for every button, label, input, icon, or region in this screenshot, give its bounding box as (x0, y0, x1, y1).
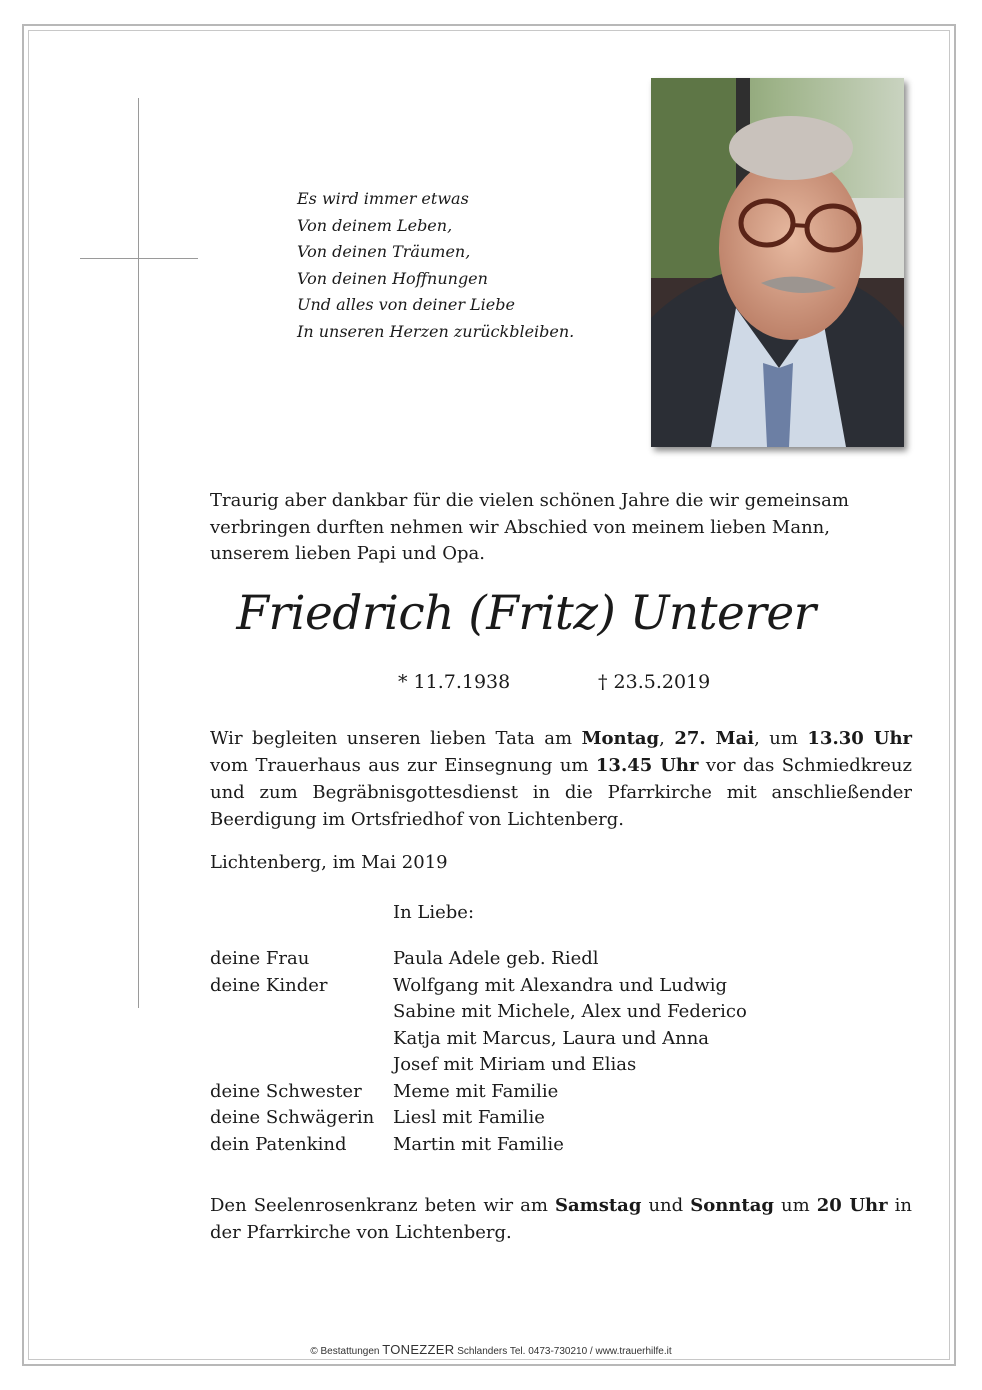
intro-line: Traurig aber dankbar für die vielen schönen Jahre die wir gemeinsam (210, 490, 849, 511)
deceased-name: Friedrich (Fritz) Unterer (236, 586, 816, 641)
mourner-row (210, 1079, 747, 1106)
mourner-names: Josef mit Miriam und Elias (393, 1054, 637, 1075)
mourner-relation: deine Schwägerin (210, 1107, 375, 1128)
text: Den Seelenrosenkranz beten wir am (210, 1195, 555, 1216)
poem-line: Von deinen Hoffnungen (297, 268, 488, 288)
mourner-names: Wolfgang mit Alexandra und Ludwig (393, 974, 728, 996)
mourner-relation: deine Schwester (210, 1080, 362, 1102)
mourner-relation (210, 1026, 393, 1053)
funeral-details (210, 725, 912, 833)
intro-text (210, 488, 850, 568)
funeral-day: Montag (581, 728, 660, 749)
mourner-relation (210, 999, 393, 1026)
mourner-names: Martin mit Familie (393, 1133, 564, 1155)
mourner-row (210, 973, 747, 1000)
in-liebe-label: In Liebe: (393, 902, 475, 923)
text: vor das Schmiedkreuz und zum Begräbnisgottesdienst in die Pfarrkirche mit anschließender Beerdigung im Ortsfriedhof von Lichtenberg. (210, 755, 912, 830)
blessing-time: 13.45 Uhr (595, 755, 699, 776)
mourner-row (210, 1105, 747, 1132)
portrait-photo (651, 78, 904, 447)
intro-line: verbringen durften nehmen wir Abschied von meinem lieben Mann, (210, 516, 830, 538)
text: und (641, 1195, 691, 1216)
mourners-list (210, 946, 747, 1158)
footer-brand: TONEZZER (382, 1342, 455, 1357)
death-date: † 23.5.2019 (598, 671, 711, 693)
birth-date: * 11.7.1938 (398, 671, 511, 693)
mourner-names: Katja mit Marcus, Laura und Anna (393, 1027, 710, 1049)
poem-line: Von deinem Leben, (297, 215, 453, 235)
rosary-day-2: Sonntag (690, 1195, 774, 1216)
poem (297, 186, 574, 345)
mourner-relation: deine Kinder (210, 974, 328, 996)
mourner-names: Sabine mit Michele, Alex und Federico (393, 1001, 747, 1022)
mourner-relation: deine Frau (210, 948, 310, 969)
funeral-date: 27. Mai (674, 728, 755, 749)
text: um (773, 1195, 817, 1216)
rosary-day-1: Samstag (555, 1195, 642, 1216)
footer-suffix: Schlanders Tel. 0473-730210 / www.trauerhilfe.it (454, 1346, 672, 1357)
mourner-row (210, 1132, 747, 1159)
text: in der Pfarrkirche von Lichtenberg. (210, 1195, 913, 1243)
mourner-row (210, 946, 747, 973)
mourner-row (210, 1052, 747, 1079)
poem-line: Es wird immer etwas (297, 189, 469, 208)
mourner-names: Meme mit Familie (393, 1080, 559, 1102)
poem-line: In unseren Herzen zurückbleiben. (297, 321, 575, 341)
text: Wir begleiten unseren lieben Tata am (210, 728, 582, 749)
mourner-relation (210, 1052, 393, 1079)
rosary-time: 20 Uhr (816, 1195, 888, 1216)
intro-line: unserem lieben Papi und Opa. (210, 543, 485, 564)
cross-icon-horizontal (80, 258, 198, 259)
text: , um (754, 728, 808, 749)
mourner-row (210, 999, 747, 1026)
text: vom Trauerhaus aus zur Einsegnung um (210, 755, 596, 776)
footer-prefix: © Bestattungen (310, 1346, 383, 1357)
footer-credit (0, 1342, 982, 1357)
mourner-relation: dein Patenkind (210, 1133, 347, 1155)
mourner-row (210, 1026, 747, 1053)
cross-icon-vertical (138, 98, 139, 1008)
poem-line: Und alles von deiner Liebe (297, 295, 515, 314)
text: , (659, 728, 675, 749)
place-date: Lichtenberg, im Mai 2019 (210, 852, 448, 873)
mourner-names: Paula Adele geb. Riedl (393, 948, 599, 969)
funeral-time: 13.30 Uhr (807, 728, 913, 749)
rosary-notice (210, 1192, 912, 1246)
poem-line: Von deinen Träumen, (297, 242, 471, 261)
mourner-names: Liesl mit Familie (393, 1107, 545, 1128)
